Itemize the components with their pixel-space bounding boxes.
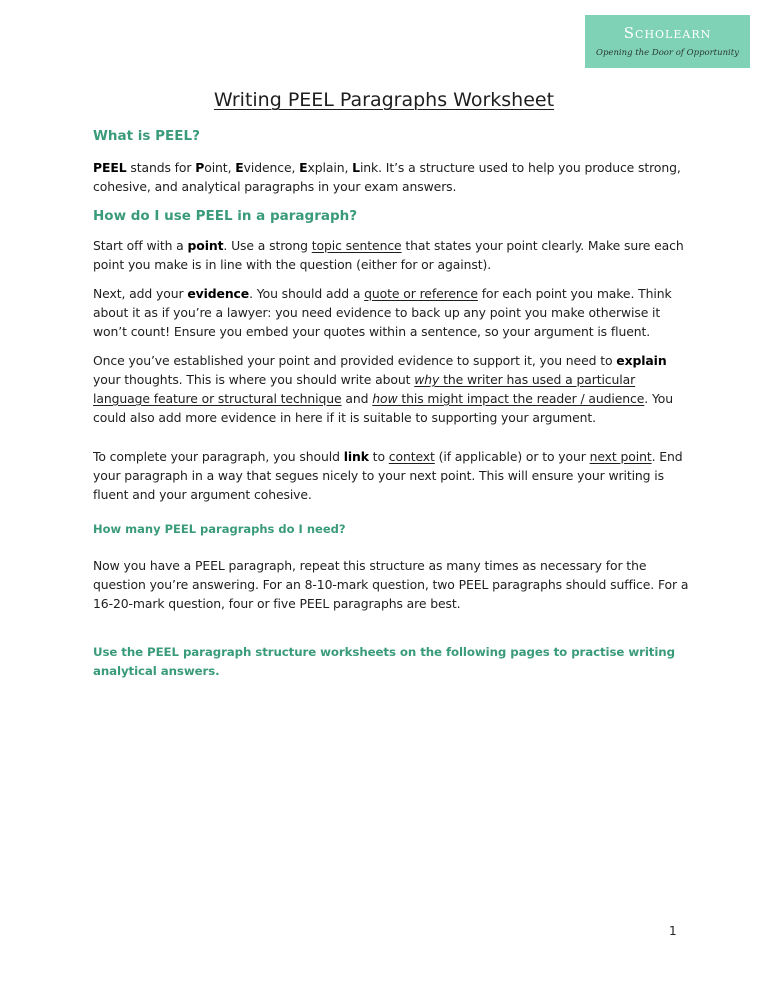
section-how-to-use [93,206,693,504]
paragraph-link: To complete your paragraph, you should link to context (if applicable) or to your next point. End your paragraph in a way that segues nicely to your next point. This will ensure your writing is fluent and your argument cohesive. [93,449,683,502]
heading-how-to-use-peel: How do I use PEEL in a paragraph? [93,208,358,224]
paragraph-how-many: Now you have a PEEL paragraph, repeat this structure as many times as necessary for the question you’re answering. For an 8-10-mark question, two PEEL paragraphs should suffice. For a 16-20-mark question, four or five PEEL paragraphs are best. [93,558,689,611]
paragraph-evidence: Next, add your evidence. You should add a quote or reference for each point you make. Think about it as if you’re a lawyer: you need evidence to back up any point you make otherwise it won’t count! Ensure you embed your quotes within a sentence, so your argument is fluent. [93,286,672,339]
scholearn-logo [585,15,750,68]
paragraph-explain: Once you’ve established your point and provided evidence to support it, you need to explain your thoughts. This is where you should write about why the writer has used a particular language feature or structural technique and how this might impact the reader / audience. You could also add more evidence in here if it is suitable to supporting your argument. [93,353,673,425]
heading-what-is-peel: What is PEEL? [93,128,200,144]
logo-tagline: Opening the Door of Opportunity [596,48,739,58]
call-to-action: Use the PEEL paragraph structure worksheets on the following pages to practise writing analytical answers. [93,645,675,678]
paragraph-point: Start off with a point. Use a strong topic sentence that states your point clearly. Make sure each point you make is in line with the question (either for or against). [93,238,684,272]
page-title: Writing PEEL Paragraphs Worksheet [213,89,555,111]
logo-name: Scholearn [623,24,712,42]
section-how-many [93,520,693,613]
page-number: 1 [669,924,677,938]
document-body [93,120,693,681]
paragraph-peel-definition: PEEL stands for Point, Evidence, Explain, Link. It’s a structure used to help you produce strong, cohesive, and analytical paragraphs in your exam answers. [93,160,681,194]
section-what-is-peel [93,126,693,196]
heading-how-many-paragraphs: How many PEEL paragraphs do I need? [93,522,346,536]
